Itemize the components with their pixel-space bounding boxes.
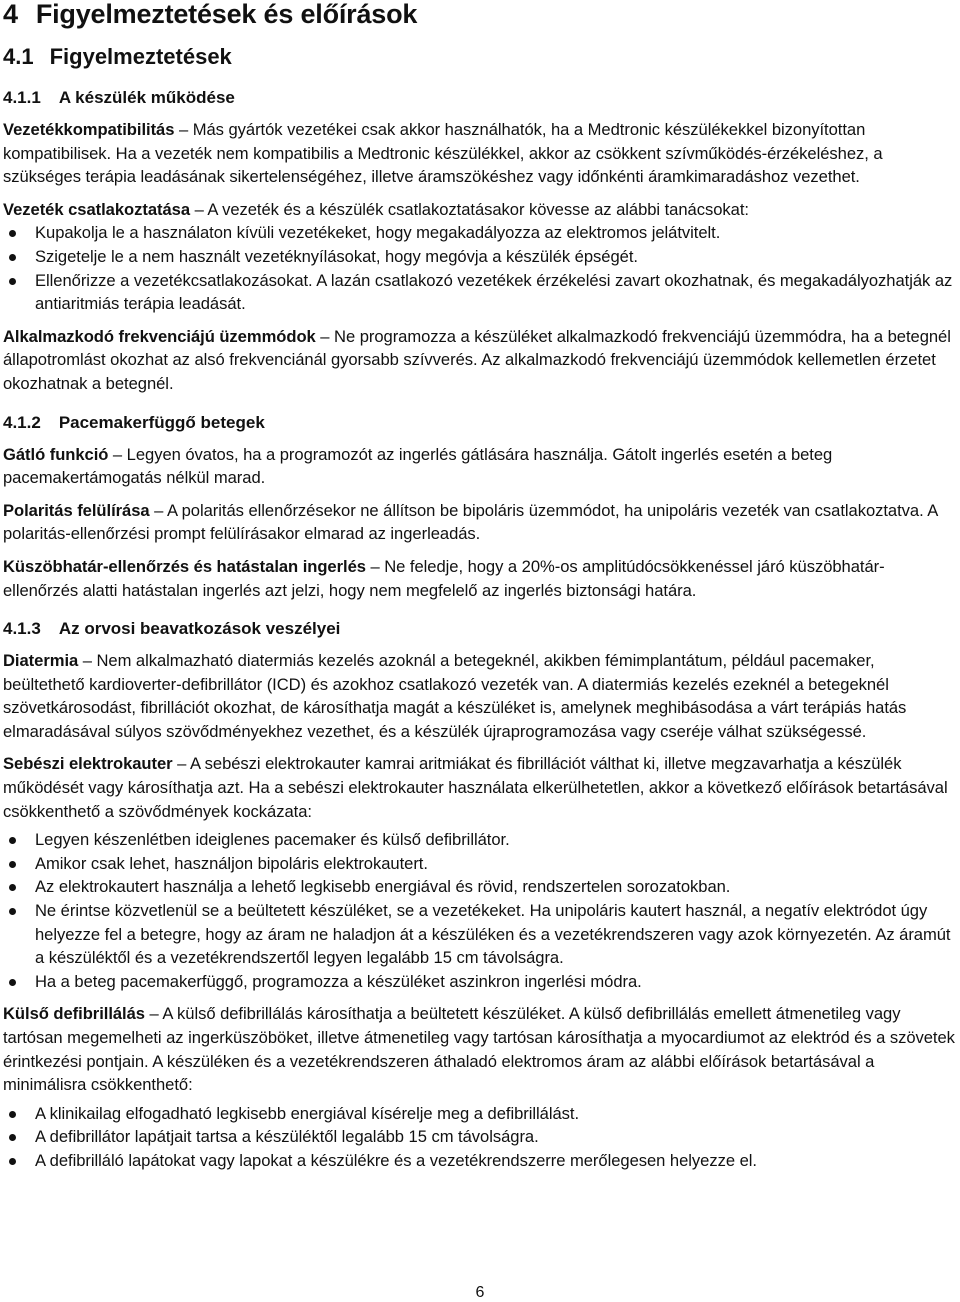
section-title: Figyelmeztetések bbox=[49, 44, 232, 69]
bullet-icon bbox=[9, 278, 16, 285]
chapter-heading bbox=[3, 0, 956, 28]
term-lead-compat: Vezetékkompatibilitás bbox=[3, 120, 175, 139]
subsection-title: Az orvosi beavatkozások veszélyei bbox=[58, 619, 341, 639]
list-item: A defibrillátor lapátjait tartsa a készüléktől legalább 15 cm távolságra. bbox=[3, 1125, 956, 1149]
paragraph-rate-response bbox=[3, 325, 956, 396]
bullet-icon bbox=[9, 1111, 16, 1118]
bullet-list-lead-connect bbox=[3, 221, 956, 315]
bullet-icon bbox=[9, 884, 16, 891]
list-item: Szigetelje le a nem használt vezetéknyílásokat, hogy megóvja a készülék épségét. bbox=[3, 245, 956, 269]
text-polarity: – A polaritás ellenőrzésekor ne állítson be bipoláris üzemmódot, ha unipoláris vezeték van csatlakoztatva. A polaritás-ellenőrzési prompt felülírásakor elmarad az ingerleadás. bbox=[3, 500, 938, 544]
bullet-icon bbox=[9, 1158, 16, 1165]
term-polarity: Polaritás felülírása bbox=[3, 500, 150, 520]
list-item: Legyen készenlétben ideiglenes pacemaker és külső defibrillátor. bbox=[3, 828, 956, 852]
chapter-number: 4 bbox=[3, 0, 18, 29]
text-lead-connect: – A vezeték és a készülék csatlakoztatásakor kövesse az alábbi tanácsokat: bbox=[190, 199, 749, 219]
list-item: Ha a beteg pacemakerfüggő, programozza a készüléket aszinkron ingerlési módra. bbox=[3, 970, 956, 994]
bullet-icon bbox=[9, 1134, 16, 1141]
subsection-heading-412 bbox=[3, 412, 956, 433]
list-item: Ne érintse közvetlenül se a beültetett készüléket, se a vezetékeket. Ha unipoláris kautert használ, a negatív elektródot úgy helyezze fel a betegre, hogy az áram ne haladjon át a készüléken és a vezetékrendszeren vagy azok környezetén. Az áramút a készüléktől és a vezetékrendszertől legyen legalább 15 cm távolságra. bbox=[3, 899, 956, 970]
paragraph-lead-connect bbox=[3, 198, 956, 222]
paragraph-threshold bbox=[3, 555, 956, 602]
list-item: Ellenőrizze a vezetékcsatlakozásokat. A lazán csatlakozó vezetékek érzékelési zavart okozhatnak, és megakadályozhatják az antiaritmiás terápia leadását. bbox=[3, 269, 956, 316]
text-defibrillation: – A külső defibrillálás károsíthatja a beültetett készüléket. A külső defibrillálás emellett átmenetileg vagy tartósan megemelheti az ingerküszöböket, illetve átmenetileg vagy tartósan károsíthatja a myocardiumot az elektród és a szövetek érintkezési pontjain. A készüléken és a vezetékrendszeren áthaladó elektromos áram az alábbi előírások betartásával a minimálisra csökkenthető: bbox=[3, 1004, 955, 1095]
subsection-title: A készülék működése bbox=[58, 88, 235, 107]
subsection-heading-413 bbox=[3, 618, 956, 639]
term-lead-connect: Vezeték csatlakoztatása bbox=[3, 199, 191, 219]
subsection-number: 4.1.1 bbox=[3, 88, 41, 107]
term-rate-response: Alkalmazkodó frekvenciájú üzemmódok bbox=[3, 326, 316, 346]
page-number: 6 bbox=[475, 1284, 485, 1301]
text-electrocautery: – A sebészi elektrokauter kamrai aritmiákat és fibrillációt válthat ki, illetve megzavarhatja a készülék működését vagy károsíthatja azt. Ha a sebészi elektrokauter használata elkerülhetetlen, akkor a következő előírások betartásával csökkenthető a szövődmények kockázata: bbox=[3, 754, 948, 821]
bullet-list-electrocautery bbox=[3, 828, 956, 993]
subsection-number: 4.1.2 bbox=[3, 412, 41, 432]
paragraph-inhibit bbox=[3, 443, 956, 490]
bullet-icon bbox=[9, 254, 16, 261]
term-electrocautery: Sebészi elektrokauter bbox=[3, 754, 173, 774]
list-item: A defibrilláló lapátokat vagy lapokat a készülékre és a vezetékrendszerre merőlegesen helyezze el. bbox=[3, 1149, 956, 1173]
list-item: Az elektrokautert használja a lehető legkisebb energiával és rövid, rendszertelen sorozatokban. bbox=[3, 875, 956, 899]
bullet-icon bbox=[9, 908, 16, 915]
section-heading bbox=[3, 44, 956, 70]
term-threshold: Küszöbhatár-ellenőrzés és hatástalan ingerlés bbox=[3, 556, 366, 576]
paragraph-defibrillation bbox=[3, 1002, 956, 1096]
subsection-title: Pacemakerfüggő betegek bbox=[58, 412, 265, 432]
term-defibrillation: Külső defibrillálás bbox=[3, 1004, 145, 1024]
paragraph-diathermy bbox=[3, 649, 956, 743]
paragraph-lead-compat bbox=[3, 118, 956, 189]
list-item: Amikor csak lehet, használjon bipoláris elektrokautert. bbox=[3, 852, 956, 876]
paragraph-polarity bbox=[3, 499, 956, 546]
list-item: Kupakolja le a használaton kívüli vezetékeket, hogy megakadályozza az elektromos jelátvitelt. bbox=[3, 221, 956, 245]
bullet-icon bbox=[9, 979, 16, 986]
list-item: A klinikailag elfogadható legkisebb energiával kísérelje meg a defibrillálást. bbox=[3, 1102, 956, 1126]
text-diathermy: – Nem alkalmazható diatermiás kezelés azoknál a betegeknél, akikben fémimplantátum, például pacemaker, beültethető kardioverter-defibrillátor (ICD) és azokhoz csatlakozó vezeték van. A diatermiás kezelés ezeknél a betegeknél szövetkárosodást, fibrillációt okozhat, de károsíthatja magát a készüléket is, amelynek meghibásodása a várt terápiás hatás elmaradásával súlyos szövődményekhez vezethet, és a készülék újraprogramozása vagy cseréje válhat szükségessé. bbox=[3, 651, 907, 741]
term-inhibit: Gátló funkció bbox=[3, 444, 109, 464]
text-inhibit: – Legyen óvatos, ha a programozót az ingerlés gátlására használja. Gátolt ingerlés esetén a beteg pacemakertámogatás nélkül marad. bbox=[3, 444, 833, 488]
chapter-title: Figyelmeztetések és előírások bbox=[35, 0, 418, 29]
section-number: 4.1 bbox=[3, 44, 34, 69]
paragraph-electrocautery bbox=[3, 752, 956, 823]
term-diathermy: Diatermia bbox=[3, 651, 79, 671]
bullet-icon bbox=[9, 861, 16, 868]
bullet-icon bbox=[9, 230, 16, 237]
text-lead-compat: – Más gyártók vezetékei csak akkor használhatók, ha a Medtronic készülékekkel bizonyítottan kompatibilisek. Ha a vezeték nem kompatibilis a Medtronic készülékkel, akkor az csökkent szívműködés-érzékeléshez, a szükséges terápia leadásának sikertelenségéhez, illetve áramszökéshez vagy időnkénti áramkimaradáshoz vezethet. bbox=[3, 120, 883, 187]
text-threshold: – Ne feledje, hogy a 20%-os amplitúdócsökkenéssel járó küszöbhatár-ellenőrzés alatti hatástalan ingerlés azt jelzi, hogy nem megfelelő az ingerlés biztonsági határa. bbox=[3, 556, 885, 600]
subsection-number: 4.1.3 bbox=[3, 619, 41, 639]
text-rate-response: – Ne programozza a készüléket alkalmazkodó frekvenciájú üzemmódra, ha a betegnél állapotromlást okozhat az alsó frekvenciánál gyorsabb szívverés. Az alkalmazkodó frekvenciájú üzemmódok kellemetlen érzetet okozhatnak a betegnél. bbox=[3, 326, 951, 393]
bullet-icon bbox=[9, 837, 16, 844]
subsection-heading-411 bbox=[3, 87, 956, 108]
bullet-list-defibrillation bbox=[3, 1102, 956, 1173]
